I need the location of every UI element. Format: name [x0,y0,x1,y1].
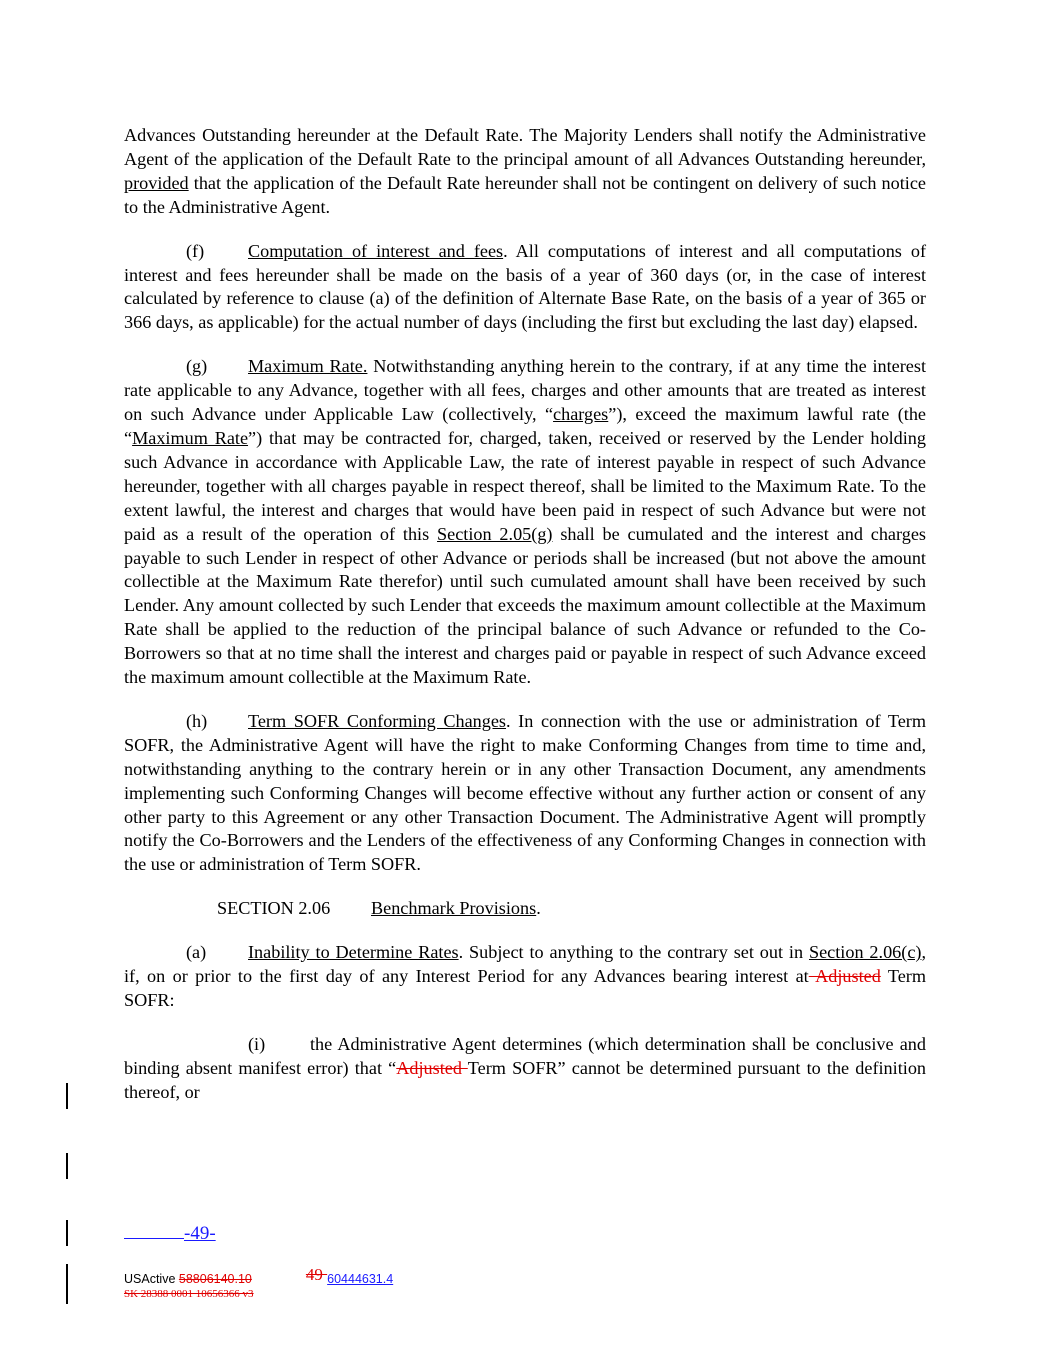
text: Advances Outstanding hereunder at the Default Rate. The Majority Lenders shall notify the Administrative Agent of the application of the Default Rate to the principal amount of all Advances Outstanding hereunder, [124,125,926,169]
clause-label: (h) [186,710,208,731]
text: Term SOFR: [124,966,926,1010]
clause-label: (i) [248,1033,266,1054]
change-bar [66,1220,68,1246]
clause-heading: Inability to Determine Rates [248,942,459,963]
change-bar [66,1083,68,1109]
text: . In connection with the use or administration of Term SOFR, the Administrative Agent will have the right to make Conforming Changes from time to time and, notwithstanding anything to the contrary herein or in any other Transaction Document, any amendments implementing such Conforming Changes will become effective without any further action or consent of any other party to this Agreement or any other Transaction Document. The Administrative Agent will promptly notify the Co-Borrowers and the Lenders of the effectiveness of any Conforming Changes in connection with the use or administration of Term SOFR. [124,710,926,875]
clause-heading: Computation of interest and fees [248,240,504,261]
deleted-text: Adjusted [396,1057,468,1078]
text: Notwithstanding anything herein to the contrary, if at any time the interest rate applicable to any Advance, together with all fees, charges and other amounts that are treated as interest on such Advance under Applicable Law (collectively, “ [124,356,927,425]
text: Term SOFR” cannot be determined pursuant to the definition thereof, or [124,1057,927,1102]
page-number-text: -49- [184,1223,216,1244]
text: . All computations of interest and all computations of interest and fees hereunder shall be made on the basis of a year of 360 days (or, in the case of interest calculated by reference to clause (a) of the definition of Alternate Base Rate, on the basis of a year of 365 or 366 days, as applicable) for the actual number of days (including the first but excluding the last day) elapsed. [124,240,926,333]
inserted-doc-id: 60444631.4 [327,1272,394,1286]
footer-prefix: USActive [124,1272,179,1286]
section-title: Benchmark Provisions [371,898,537,919]
defined-term-charges: charges [553,404,609,425]
section-reference: Section 2.06(c) [808,942,922,963]
text: ”), exceed the maximum lawful rate (the “ [124,404,926,448]
paragraph-g [124,355,926,690]
clause-heading: Term SOFR Conforming Changes [248,710,507,731]
inserted-leader [124,1222,184,1239]
footer-doc-id [124,1265,394,1288]
text: the Administrative Agent determines (which determination shall be conclusive and binding absent manifest error) that “ [124,1033,926,1078]
deleted-page-number: 49 [305,1265,328,1284]
text: ”) that may be contracted for, charged, taken, received or reserved by the Lender holding such Advance in accordance with Applicable Law, the rate of interest payable in respect of such Advance hereunder, together with all charges payable in respect thereof, shall be limited to the Maximum Rate. To the extent lawful, the interest and charges that would have been paid in respect of such Advance but were not paid as a result of the operation of this [124,427,926,544]
paragraph-h [124,710,926,877]
footer-deleted-id: SK 28388 0001 10656366 v3 [124,1288,254,1300]
clause-label: (g) [186,356,208,377]
section-number: SECTION 2.06 [217,898,331,919]
clause-label: (a) [186,942,207,963]
text: shall be cumulated and the interest and charges payable to such Lender in respect of other Advance or periods shall be increased (but not above the amount collectible at the Maximum Rate therefor) until such cumulated amount shall have been received by such Lender. Any amount collected by such Lender that exceeds the maximum amount collectible at the Maximum Rate shall be applied to the reduction of the principal balance of such Advance or refunded to the Co-Borrowers so that at no time shall the interest and charges paid or payable in respect of such Advance exceed the maximum amount collectible at the Maximum Rate. [124,523,926,688]
deleted-spacer [252,1272,306,1286]
text: . Subject to anything to the contrary set out in [458,942,809,963]
change-bar [66,1264,68,1304]
clause-heading: Maximum Rate. [248,356,368,377]
paragraph-a [124,941,926,1013]
paragraph-f [124,240,926,336]
text: that the application of the Default Rate hereunder shall not be contingent on delivery of such notice to the Administrative Agent. [124,172,926,217]
section-2-06-heading [124,897,926,921]
text: . [536,898,541,919]
clause-label: (f) [186,240,205,261]
deleted-text: Adjusted [808,966,881,987]
text: , if, on or prior to the first day of any Interest Period for any Advances bearing interest at [124,942,926,987]
provided-term: provided [124,172,189,193]
document-body [124,124,926,1125]
defined-term-maximum-rate: Maximum Rate [132,427,249,448]
change-bar [66,1153,68,1179]
section-reference: Section 2.05(g) [437,523,553,544]
paragraph-e-continuation [124,124,926,220]
deleted-doc-id: 58806140.10 [178,1272,252,1286]
paragraph-a-i [124,1033,926,1105]
page-number [124,1222,216,1245]
